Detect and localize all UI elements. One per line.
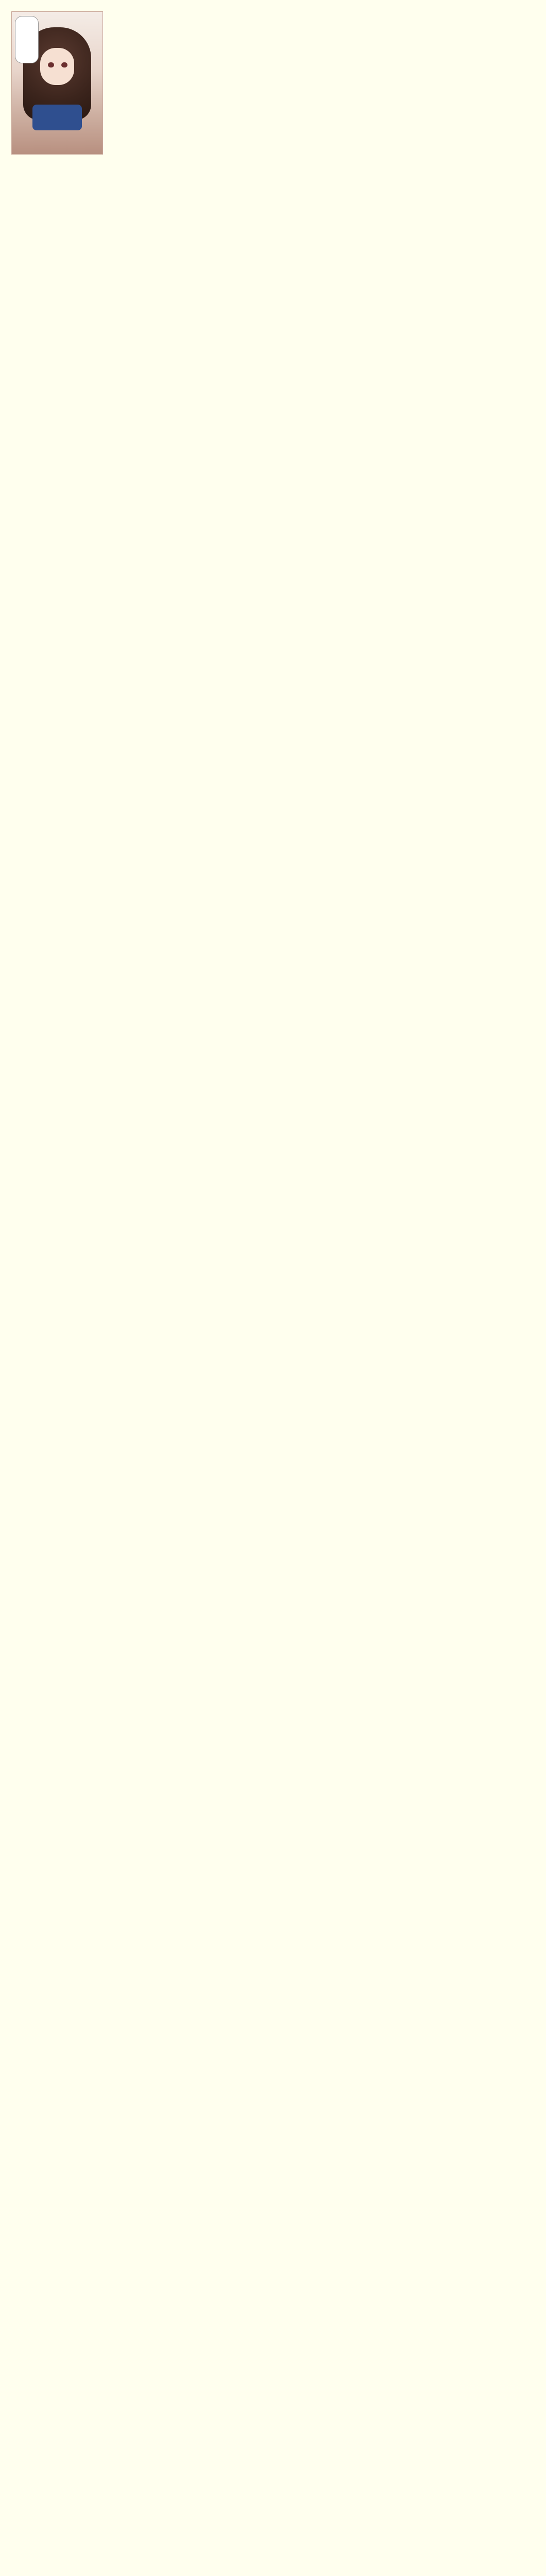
character-left-eye — [48, 62, 54, 67]
speech-bubble — [15, 16, 39, 63]
character-right-eye — [61, 62, 67, 67]
character-face — [40, 48, 74, 85]
character-uniform — [32, 105, 82, 130]
op-thumbnail-image[interactable] — [11, 11, 103, 155]
op-meta-line — [108, 11, 531, 20]
op-post — [108, 11, 531, 27]
